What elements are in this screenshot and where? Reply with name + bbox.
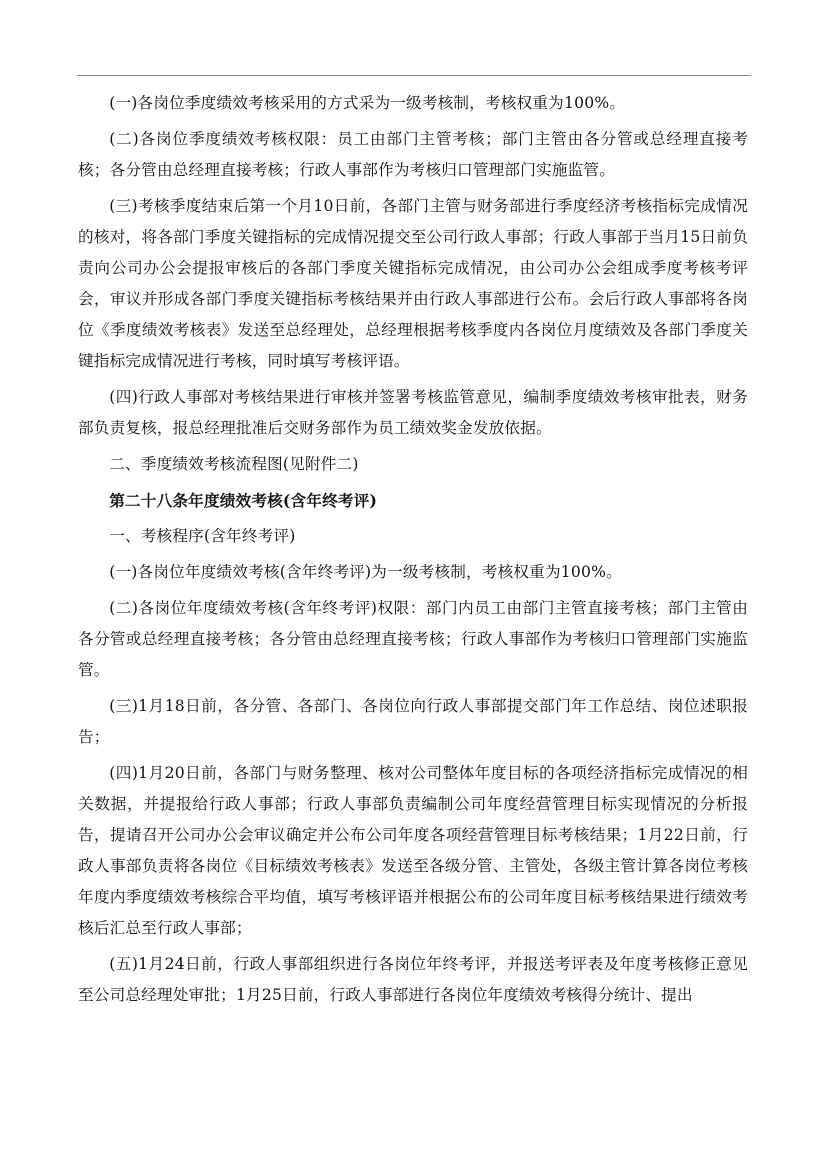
- paragraph-quarterly-schedule: (三)考核季度结束后第一个月10日前，各部门主管与财务部进行季度经济考核指标完成情况的核对，将各部门季度关键指标的完成情况提交至公司行政人事部；行政人事部于当月15日前负责向公司办公会提报审核后的各部门季度关键指标完成情况，由公司办公会组成季度考核考评会，审议并形成各部门季度关键指标考核结果并由行政人事部进行公布。会后行政人事部将各岗位《季度绩效考核表》发送至总经理处，总经理根据考核季度内各岗位月度绩效及各部门季度关键指标完成情况进行考核，同时填写考核评语。: [78, 197, 748, 370]
- paragraph-quarterly-authority: (二)各岗位季度绩效考核权限：员工由部门主管考核；部门主管由各分管或总经理直接考核；各分管由总经理直接考核；行政人事部作为考核归口管理部门实施监管。: [78, 130, 748, 179]
- paragraph-annual-jan18: (三)1月18日前，各分管、各部门、各岗位向行政人事部提交部门年工作总结、岗位述职报告；: [78, 697, 748, 746]
- paragraph-quarterly-method: (一)各岗位季度绩效考核采用的方式采为一级考核制，考核权重为100%。: [109, 94, 626, 112]
- article-28-heading: 第二十八条年度绩效考核(含年终考评): [109, 491, 378, 510]
- section-quarterly-flowchart: 二、季度绩效考核流程图(见附件二): [109, 455, 359, 473]
- paragraph-annual-method: (一)各岗位年度绩效考核(含年终考评)为一级考核制，考核权重为100%。: [109, 563, 622, 581]
- section-annual-procedure: 一、考核程序(含年终考评): [109, 527, 296, 545]
- paragraph-annual-jan24: (五)1月24日前，行政人事部组织进行各岗位年终考评，并报送考评表及年度考核修正意见至公司总经理处审批；1月25日前，行政人事部进行各岗位年度绩效考核得分统计、提出: [78, 955, 748, 1004]
- paragraph-annual-authority: (二)各岗位年度绩效考核(含年终考评)权限：部门内员工由部门主管直接考核；部门主管由各分管或总经理直接考核；各分管由总经理直接考核；行政人事部作为考核归口管理部门实施监管。: [78, 599, 748, 679]
- paragraph-annual-jan20: (四)1月20日前，各部门与财务整理、核对公司整体年度目标的各项经济指标完成情况的相关数据，并提报给行政人事部；行政人事部负责编制公司年度经营管理目标实现情况的分析报告，提请召开公司办公会审议确定并公布公司年度各项经营管理目标考核结果；1月22日前，行政人事部负责将各岗位《目标绩效考核表》发送至各级分管、主管处，各级主管计算各岗位考核年度内季度绩效考核综合平均值，填写考核评语并根据公布的公司年度目标考核结果进行绩效考核后汇总至行政人事部；: [78, 764, 748, 937]
- paragraph-quarterly-review: (四)行政人事部对考核结果进行审核并签署考核监管意见，编制季度绩效考核审批表，财务部负责复核，报总经理批准后交财务部作为员工绩效奖金发放依据。: [78, 388, 748, 437]
- header-rule: [77, 75, 751, 76]
- document-body: [78, 88, 748, 1016]
